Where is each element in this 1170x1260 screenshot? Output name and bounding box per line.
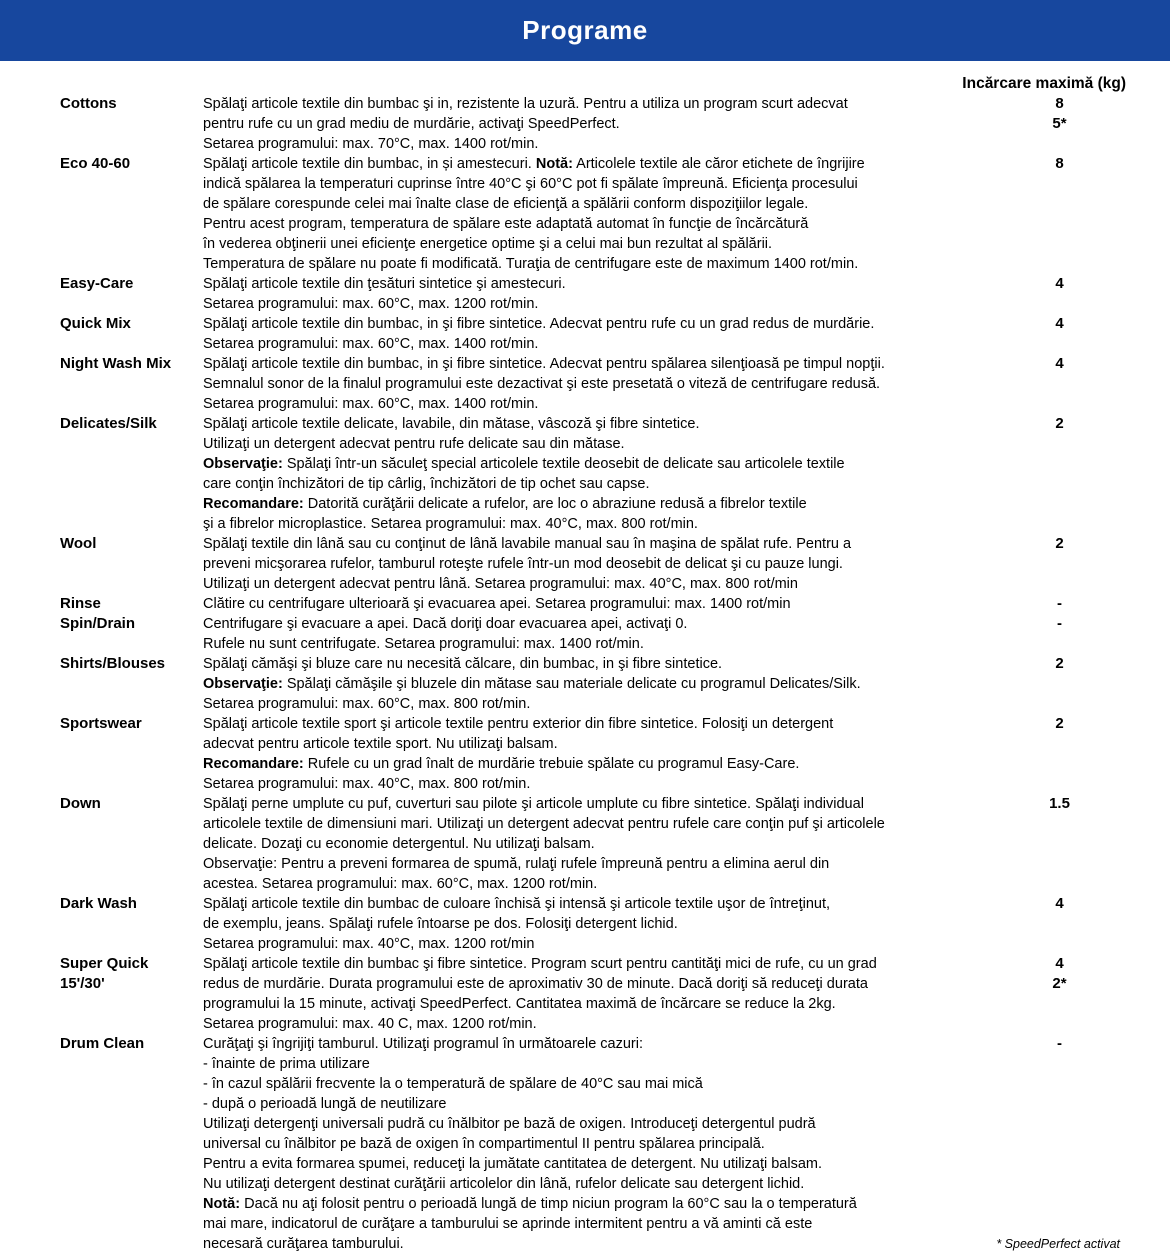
table-row xyxy=(60,354,1170,414)
program-description: Curăţaţi şi îngrijiţi tamburul. Utilizaţi programul în următoarele cazuri: - înainte de prima utilizare - în cazul spălării frecvente la o temperatură de spălare de 40°C sau mai mică - după o perioadă lungă de neutilizare Utilizaţi detergenţi universali pudră cu înălbitor pe bază de oxigen. Introduceţi detergentul pudră universal cu înălbitor pe bază de oxigen în compartimentul II pentru spălarea principală. Pentru a evita formarea spumei, reduceţi la jumătate cantitatea de detergent. Nu utilizaţi balsam. Nu utilizaţi detergent destinat curăţării articolelor din lână, rufelor delicate sau detergent lichid. Notă: Dacă nu aţi folosit pentru o perioadă lungă de timp niciun program la 60°C sau la o temperatură mai mare, indicatorul de curăţare a tamburului se aprinde intermitent pentru a vă aminti că este necesară curăţarea tamburului. xyxy=(203,1036,857,1252)
program-name: Drum Clean xyxy=(60,1035,145,1052)
speedperfect-footnote: * SpeedPerfect activat xyxy=(996,1237,1120,1251)
max-load-value: 4 xyxy=(1055,895,1064,912)
table-row xyxy=(60,274,1170,314)
table-row xyxy=(60,94,1170,154)
max-load-value: 2 xyxy=(1055,415,1064,432)
program-description: Spălaţi cămăşi şi bluze care nu necesită călcare, din bumbac, in şi fibre sintetice. Observaţie: Spălaţi cămăşile şi bluzele din mătase sau materiale delicate cu programul Delicates/Silk. Setarea programului: max. 60°C, max. 800 rot/min. xyxy=(203,656,861,712)
program-name: Quick Mix xyxy=(60,315,131,332)
max-load-value: 1.5 xyxy=(1049,795,1070,812)
table-row xyxy=(60,954,1170,1034)
program-description: Spălaţi articole textile din bumbac, in şi fibre sintetice. Adecvat pentru spălarea silenţioasă pe timpul nopţii. Semnalul sonor de la finalul programului este dezactivat şi este presetată o viteză de centrifugare redusă. Setarea programului: max. 60°C, max. 1400 rot/min. xyxy=(203,356,885,412)
program-description: Spălaţi articole textile din bumbac şi in, rezistente la uzură. Pentru a utiliza un program scurt adecvat pentru rufe cu un grad mediu de murdărie, activaţi SpeedPerfect. Setarea programului: max. 70°C, max. 1400 rot/min. xyxy=(203,96,848,152)
program-name: Shirts/Blouses xyxy=(60,655,166,672)
table-row xyxy=(60,534,1170,594)
table-row xyxy=(60,1034,1170,1254)
program-description: Spălaţi articole textile din bumbac, in şi fibre sintetice. Adecvat pentru rufe cu un grad redus de murdărie. Setarea programului: max. 60°C, max. 1400 rot/min. xyxy=(203,316,875,352)
max-load-value: 2 xyxy=(1055,535,1064,552)
program-name: Dark Wash xyxy=(60,895,137,912)
table-row xyxy=(60,714,1170,794)
max-load-value: 8 xyxy=(1055,155,1064,172)
program-name: Spin/Drain xyxy=(60,615,136,632)
program-name: Delicates/Silk xyxy=(60,415,157,432)
page-title: Programe xyxy=(522,15,648,45)
max-load-value: 4 xyxy=(1055,275,1064,292)
program-name: Cottons xyxy=(60,95,117,112)
max-load-value: 4 2* xyxy=(1052,955,1067,992)
title-bar xyxy=(0,0,1170,61)
program-description: Spălaţi perne umplute cu puf, cuverturi sau pilote şi articole umplute cu fibre sintetice. Spălaţi individual articolele textile de dimensiuni mari. Utilizaţi un detergent adecvat pentru rufele care conţin puf şi articolele delicate. Dozaţi cu economie detergentul. Nu utilizaţi balsam. Observaţie: Pentru a preveni formarea de spumă, rulaţi rufele împreună pentru a elimina aerul din acestea. Setarea programului: max. 60°C, max. 1200 rot/min. xyxy=(203,796,885,892)
program-description: Spălaţi articole textile din bumbac şi fibre sintetice. Program scurt pentru cantităţi mici de rufe, cu un grad redus de murdărie. Durata programului este de aproximativ 30 de minute. Dacă doriţi să reduceţi durata programului la 15 minute, activaţi SpeedPerfect. Cantitatea maximă de încărcare se reduce la 2kg. Setarea programului: max. 40 C, max. 1200 rot/min. xyxy=(203,956,877,1032)
max-load-value: 4 xyxy=(1055,315,1064,332)
program-name: Sportswear xyxy=(60,715,142,732)
table-row xyxy=(60,894,1170,954)
max-load-value: 2 xyxy=(1055,715,1064,732)
program-name: Super Quick 15'/30' xyxy=(60,955,149,992)
max-load-value: 2 xyxy=(1055,655,1064,672)
program-description: Centrifugare şi evacuare a apei. Dacă doriţi doar evacuarea apei, activaţi 0. Rufele nu sunt centrifugate. Setarea programului: max. 1400 rot/min. xyxy=(203,616,688,652)
program-name: Wool xyxy=(60,535,97,552)
max-load-value: - xyxy=(1057,615,1062,632)
table-row xyxy=(60,154,1170,274)
table-row xyxy=(60,654,1170,714)
program-name: Eco 40-60 xyxy=(60,155,131,172)
table-row xyxy=(60,614,1170,654)
table-row xyxy=(60,314,1170,354)
max-load-value: 8 5* xyxy=(1052,95,1067,132)
table-row xyxy=(60,594,1170,614)
program-name: Down xyxy=(60,795,101,812)
program-name: Night Wash Mix xyxy=(60,355,172,372)
table-body xyxy=(60,94,1170,1254)
programs-table xyxy=(0,74,1170,1254)
program-description: Spălaţi articole textile din bumbac, in și amestecuri. Notă: Articolele textile ale căror etichete de îngrijire indică spălarea la temperaturi cuprinse între 40°C şi 60°C pot fi spălate împreună. Eficienţa procesului de spălare corespunde celei mai înalte clase de eficienţă a spălării conform dispoziţiilor legale. Pentru acest program, temperatura de spălare este adaptată automat în funcţie de încărcătură în vederea obţinerii unei eficienţe energetice optime şi a celui mai bun rezultat al spălării. Temperatura de spălare nu poate fi modificată. Turaţia de centrifugare este de maximum 1400 rot/min. xyxy=(203,156,865,272)
program-description: Spălaţi articole textile din ţesături sintetice şi amestecuri. Setarea programului: max. 60°C, max. 1200 rot/min. xyxy=(203,276,566,312)
program-description: Clătire cu centrifugare ulterioară şi evacuarea apei. Setarea programului: max. 1400 rot/min xyxy=(203,596,791,612)
max-load-value: 4 xyxy=(1055,355,1064,372)
max-load-value: - xyxy=(1057,595,1062,612)
program-description: Spălaţi articole textile delicate, lavabile, din mătase, vâscoză şi fibre sintetice. Utilizaţi un detergent adecvat pentru rufe delicate sau din mătase. Observaţie: Spălaţi într-un săculeţ special articolele textile deosebit de delicate sau articolele textile care conţin închizători de tip cârlig, închizători de tip ochet sau capse. Recomandare: Datorită curăţării delicate a rufelor, are loc o abraziune redusă a fibrelor textile şi a fibrelor microplastice. Setarea programului: max. 40°C, max. 800 rot/min. xyxy=(203,416,845,532)
table-row xyxy=(60,414,1170,534)
program-description: Spălaţi textile din lână sau cu conţinut de lână lavabile manual sau în maşina de spălat rufe. Pentru a preveni micşorarea rufelor, tamburul roteşte rufele într-un mod deosebit de delicat şi cu pauze lungi. Utilizaţi un detergent adecvat pentru lână. Setarea programului: max. 40°C, max. 800 rot/min xyxy=(203,536,852,592)
program-description: Spălaţi articole textile din bumbac de culoare închisă şi intensă şi articole textile uşor de întreţinut, de exemplu, jeans. Spălaţi rufele întoarse pe dos. Folosiţi detergent lichid. Setarea programului: max. 40°C, max. 1200 rot/min xyxy=(203,896,831,952)
program-description: Spălaţi articole textile sport şi articole textile pentru exterior din fibre sintetice. Folosiţi un detergent adecvat pentru articole textile sport. Nu utilizaţi balsam. Recomandare: Rufele cu un grad înalt de murdărie trebuie spălate cu programul Easy-Care. Setarea programului: max. 40°C, max. 800 rot/min. xyxy=(203,716,834,792)
max-load-column-header: Incărcare maximă (kg) xyxy=(962,75,1126,92)
program-name: Easy-Care xyxy=(60,275,134,292)
table-row xyxy=(60,794,1170,894)
max-load-value: - xyxy=(1057,1035,1062,1052)
program-name: Rinse xyxy=(60,595,101,612)
